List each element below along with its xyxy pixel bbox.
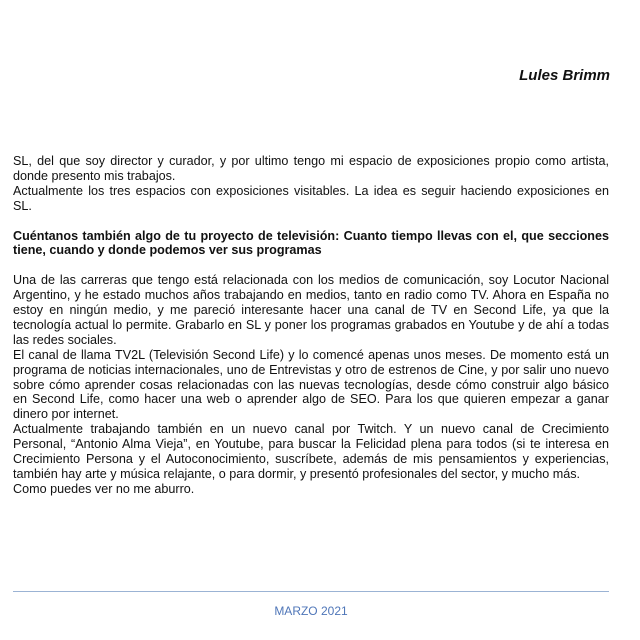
paragraph-channel: El canal de llama TV2L (Televisión Second Life) y lo comencé apenas unos meses. De momento está un programa de noticias internacionales, uno de Entrevistas y otro de estrenos de Cine, y por salir uno nuevo sobre cómo aprender cosas relacionadas con las nuevas tecnologías, desde cómo construir algo básico en Second Life, como hacer una web o aprender algo de SEO. Para los que quieren empezar a ganar dinero por internet.	[13, 347, 609, 422]
paragraph-exhibitions: Actualmente los tres espacios con exposiciones visitables. La idea es seguir haciendo exposiciones en SL.	[13, 183, 609, 213]
paragraph-spacer	[13, 214, 609, 229]
paragraph-spacer	[13, 258, 609, 273]
paragraph-closing: Como puedes ver no me aburro.	[13, 481, 195, 496]
paragraph-career: Una de las carreras que tengo está relacionada con los medios de comunicación, soy Locutor Nacional Argentino, y he estado muchos años trabajando en medios, tanto en radio como TV. Ahora en España no estoy en ningún medio, y me pareció interesante hacer una canal de TV en Second Life, ya que la tecnología actual lo permite. Grabarlo en SL y poner los programas grabados en Youtube y de ahí a todas las redes sociales.	[13, 273, 609, 347]
paragraph-intro: SL, del que soy director y curador, y por ultimo tengo mi espacio de exposiciones propio como artista, donde presento mis trabajos.	[13, 154, 609, 183]
article-body	[13, 154, 609, 497]
interview-question: Cuéntanos también algo de tu proyecto de televisión: Cuanto tiempo llevas con el, que secciones tiene, cuando y donde podemos ver sus programas	[13, 228, 609, 258]
paragraph-new-projects: Actualmente trabajando también en un nuevo canal por Twitch. Y un nuevo canal de Crecimiento Personal, “Antonio Alma Vieja”, en Youtube, para buscar la Felicidad plena para todos (si te interesa en Crecimiento Persona y el Autoconocimiento, suscríbete, además de mis pensamientos y experiencias, también hay arte y música relajante, o para dormir, y presentó profesionales del sector, y mucho más.	[13, 422, 609, 481]
footer-date: MARZO 2021	[274, 604, 348, 618]
author-name: Lules Brimm	[519, 67, 610, 84]
footer-divider	[13, 591, 609, 592]
